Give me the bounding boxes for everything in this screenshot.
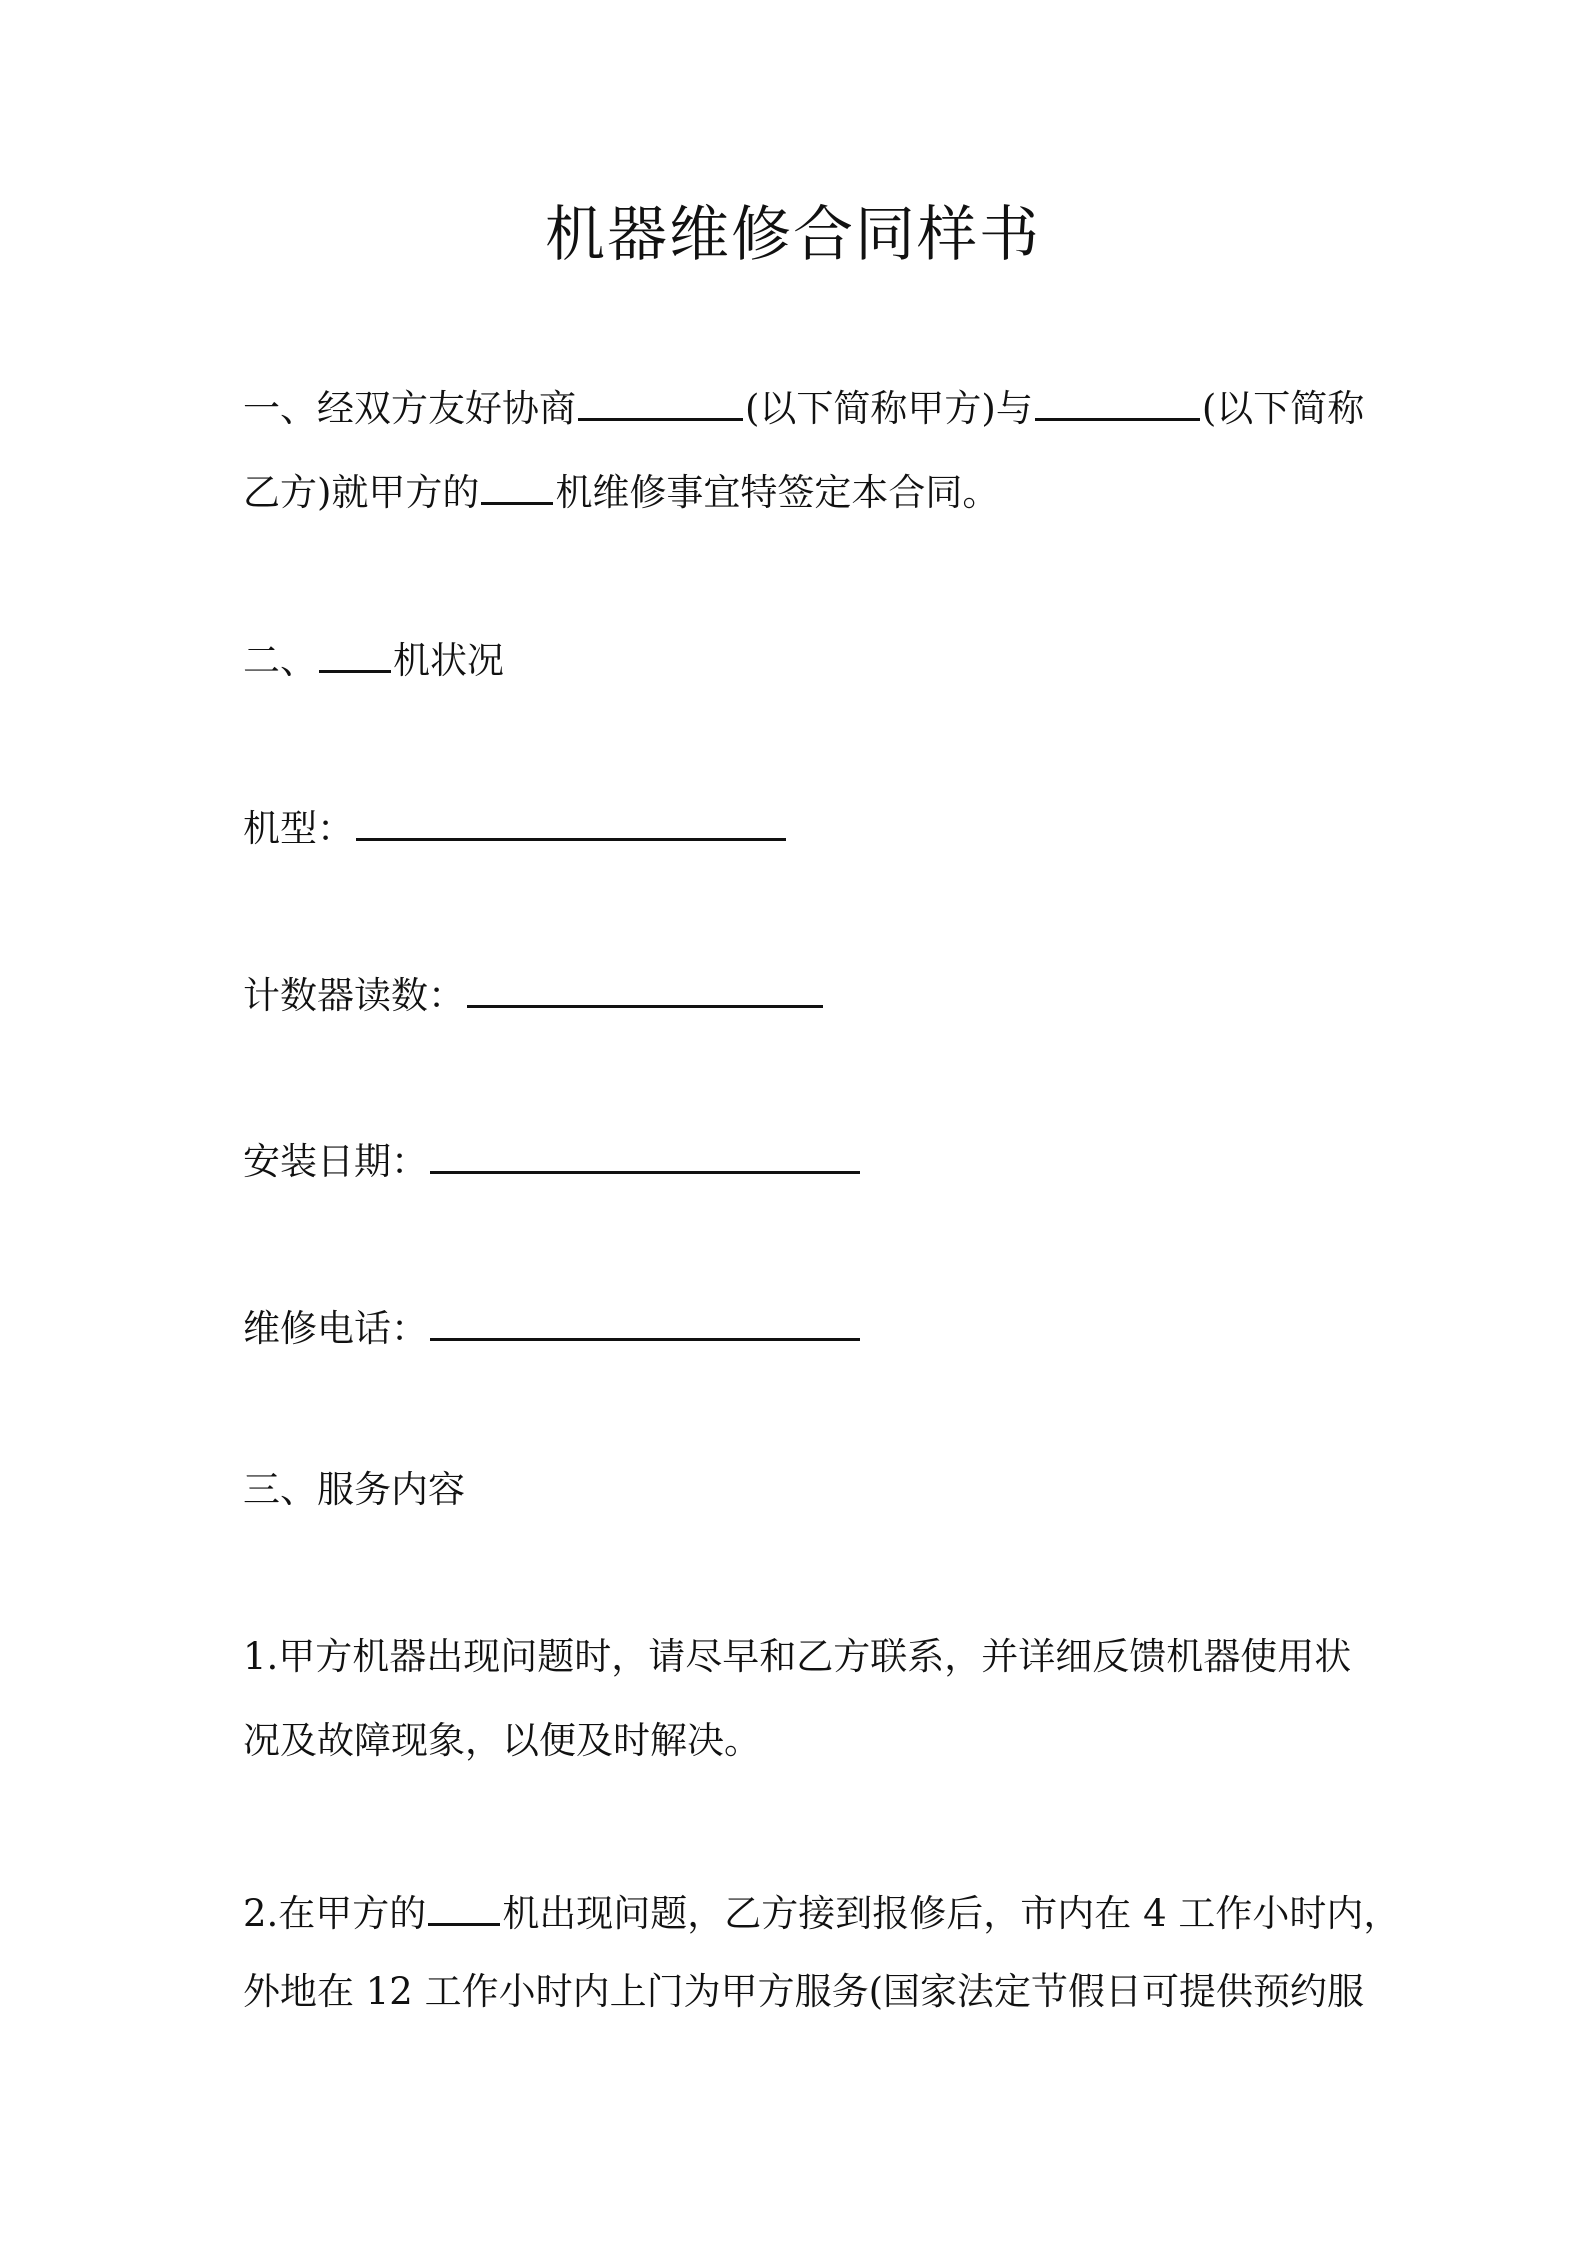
paragraph-1-line-2	[243, 462, 999, 518]
item-2-line-2: 外地在 12 工作小时内上门为甲方服务(国家法定节假日可提供预约服	[243, 1970, 1365, 2013]
install-date-blank	[430, 1131, 860, 1174]
counter-blank	[467, 965, 823, 1008]
p1-text-3: (以下简称	[1201, 387, 1365, 430]
item-2-text-1: 2.在甲方的	[243, 1892, 427, 1935]
p1-text-5: 机维修事宜特签定本合同。	[555, 471, 1000, 514]
model-field	[243, 798, 788, 854]
p1-text-4: 乙方)就甲方的	[243, 471, 480, 514]
repair-phone-blank	[430, 1298, 860, 1341]
item-1-line-1: 1.甲方机器出现问题时，请尽早和乙方联系，并详细反馈机器使用状	[243, 1635, 1352, 1678]
section-2-machine-blank	[319, 630, 391, 673]
model-label: 机型：	[243, 807, 354, 850]
section-3-heading: 三、服务内容	[243, 1468, 465, 1511]
p1-text-1: 一、经双方友好协商	[243, 387, 576, 430]
p1-text-2: (以下简称甲方)与	[745, 387, 1033, 430]
repair-phone-field	[243, 1298, 862, 1354]
section-2-heading	[243, 630, 504, 686]
install-date-field	[243, 1131, 862, 1187]
section-2-suffix: 机状况	[393, 639, 504, 682]
counter-label: 计数器读数：	[243, 974, 465, 1017]
repair-phone-label: 维修电话：	[243, 1307, 428, 1350]
document-title: 机器维修合同样书	[545, 200, 1041, 270]
item-1-line-2: 况及故障现象，以便及时解决。	[243, 1719, 761, 1762]
item-2-machine-blank	[428, 1883, 500, 1926]
item-2-line-1	[243, 1883, 1400, 1939]
counter-field	[243, 965, 825, 1021]
party-b-blank	[1035, 378, 1200, 421]
paragraph-1-line-1	[243, 378, 1364, 434]
item-2-text-2: 机出现问题，乙方接到报修后，市内在 4 工作小时内，	[502, 1892, 1401, 1935]
party-a-blank	[578, 378, 743, 421]
machine-type-blank	[481, 462, 553, 505]
model-blank	[356, 798, 786, 841]
install-date-label: 安装日期：	[243, 1140, 428, 1183]
section-2-prefix: 二、	[243, 639, 317, 682]
